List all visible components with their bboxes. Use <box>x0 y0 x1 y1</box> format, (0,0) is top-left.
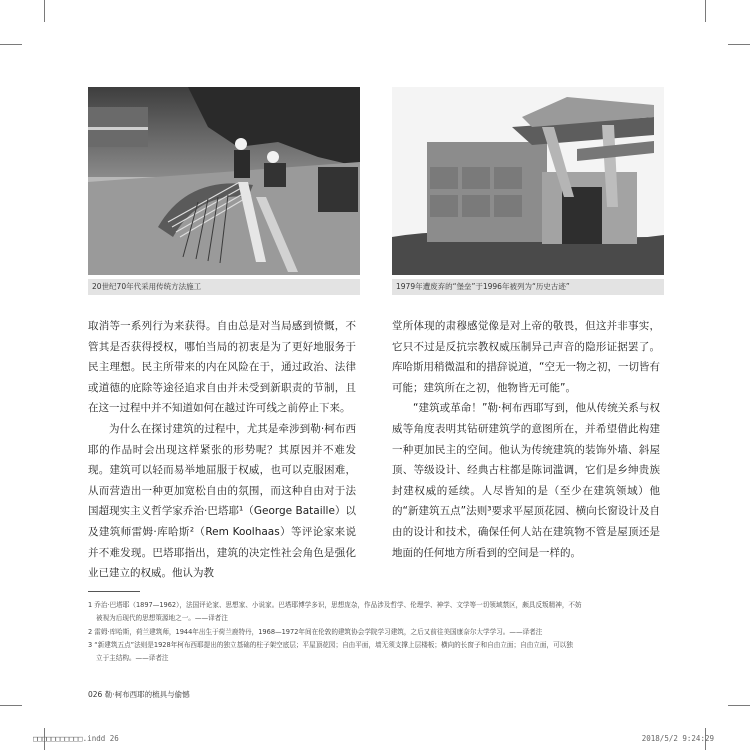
body-paragraph: 堂所体现的肃穆感觉像是对上帝的敬畏，但这并非事实，它只不过是反抗宗教权威压制异己声音的隐形证据罢了。库哈斯用稍微温和的措辞说道，“空无一物之初，一切皆有可能；建筑所在之初，他物皆无可能”。 <box>392 320 660 394</box>
body-paragraph: 取消等一系列行为来获得。自由总是对当局感到愤慨，不管其是否获得授权，哪怕当局的初衷是为了更好地服务于民主理想。民主所带来的内在风险在于，通过政治、法律或道德的庇除等途径追求自由并未受到新职责的节制，且在这一过程中并不知道如何在越过许可线之前停止下来。 <box>88 320 356 415</box>
crop-mark <box>728 44 750 45</box>
crop-mark <box>705 0 706 22</box>
footnote-1: 1 乔治·巴塔耶（1897—1962），法国评论家、思想家、小说家。巴塔耶博学多识，思想庞杂，作品涉及哲学、伦理学、神学、文学等一切领域禁区，颇具反叛精神，不妨 <box>88 601 582 609</box>
footnote-divider <box>88 591 140 592</box>
footnote-1-continued: 被视为后现代的思想策源地之一。——译者注 <box>96 614 228 623</box>
crop-mark <box>728 705 750 706</box>
body-column-right <box>392 316 660 563</box>
crop-mark <box>0 705 22 706</box>
photo-construction-workers <box>88 87 360 275</box>
photo-caption-left: 20世纪70年代采用传统方法施工 <box>88 279 360 295</box>
photo-caption-right: 1979年遭废弃的“堡垒”于1996年被列为“历史古迹” <box>392 279 664 295</box>
body-paragraph: 为什么在探讨建筑的过程中，尤其是牵涉到勒·柯布西耶的作品时会出现这样紧张的形势呢？其原因并不难发现。建筑可以轻而易举地屈服于权威，也可以克服困难，从而营造出一种更加宽松自由的氛围，而这种自由对于法国超现实主义哲学家乔治·巴塔耶¹（George Bataille）以及建筑师雷姆·库哈斯²（Rem Koolhaas）等评论家来说并不难发现。巴塔耶指出，建筑的决定性社会角色是强化业已建立的权威。他认为教 <box>88 422 356 580</box>
footnotes <box>88 599 663 665</box>
page-folio: 026 勒·柯布西耶的梳具与偷憾 <box>88 690 190 699</box>
photo-abandoned-building <box>392 87 664 275</box>
footnote-3-continued: 立于主结构。——译者注 <box>96 654 169 663</box>
construction-photo-illustration <box>88 87 360 275</box>
crop-mark <box>44 0 45 22</box>
slug-filename: □□□□□□□□□□□.indd 26 <box>33 734 119 743</box>
building-photo-illustration <box>392 87 664 275</box>
slug-datetime: 2018/5/2 9:24:29 <box>641 734 714 743</box>
footnote-3: 3 “新建筑五点”法则是1928年柯布西耶提出的独立基础的柱子架空底层；平屋顶花园；自由平面，墙无须支撑上层楼板；横向的长窗子和自由立面；自由立面，可以独 <box>88 640 573 649</box>
body-paragraph: “建筑或革命！”勒·柯布西耶写到，他从传统关系与权威等角度表明其钻研建筑学的意图所在，并希望借此构建一种更加民主的空间。他认为传统建筑的装饰外墙、斜屋顶、等级设计、经典古柱都是陈词滥调，它们是乡绅贵族封建权威的延续。人尽皆知的是（至少在建筑领域）他的“新建筑五点”法则³要求平屋顶花园、横向长窗设计及自由的设计和技术，确保任何人站在建筑物不管是屋顶还是地面的任何地方所看到的空间是一样的。 <box>392 402 660 559</box>
body-column-left <box>88 316 356 584</box>
footnote-2: 2 雷姆·库哈斯，荷兰建筑师，1944年出生于荷兰鹿特丹，1968—1972年间在伦敦的建筑协会学院学习建筑，之后又前往美国康奈尔大学学习。——译者注 <box>88 627 543 636</box>
crop-mark <box>0 44 22 45</box>
